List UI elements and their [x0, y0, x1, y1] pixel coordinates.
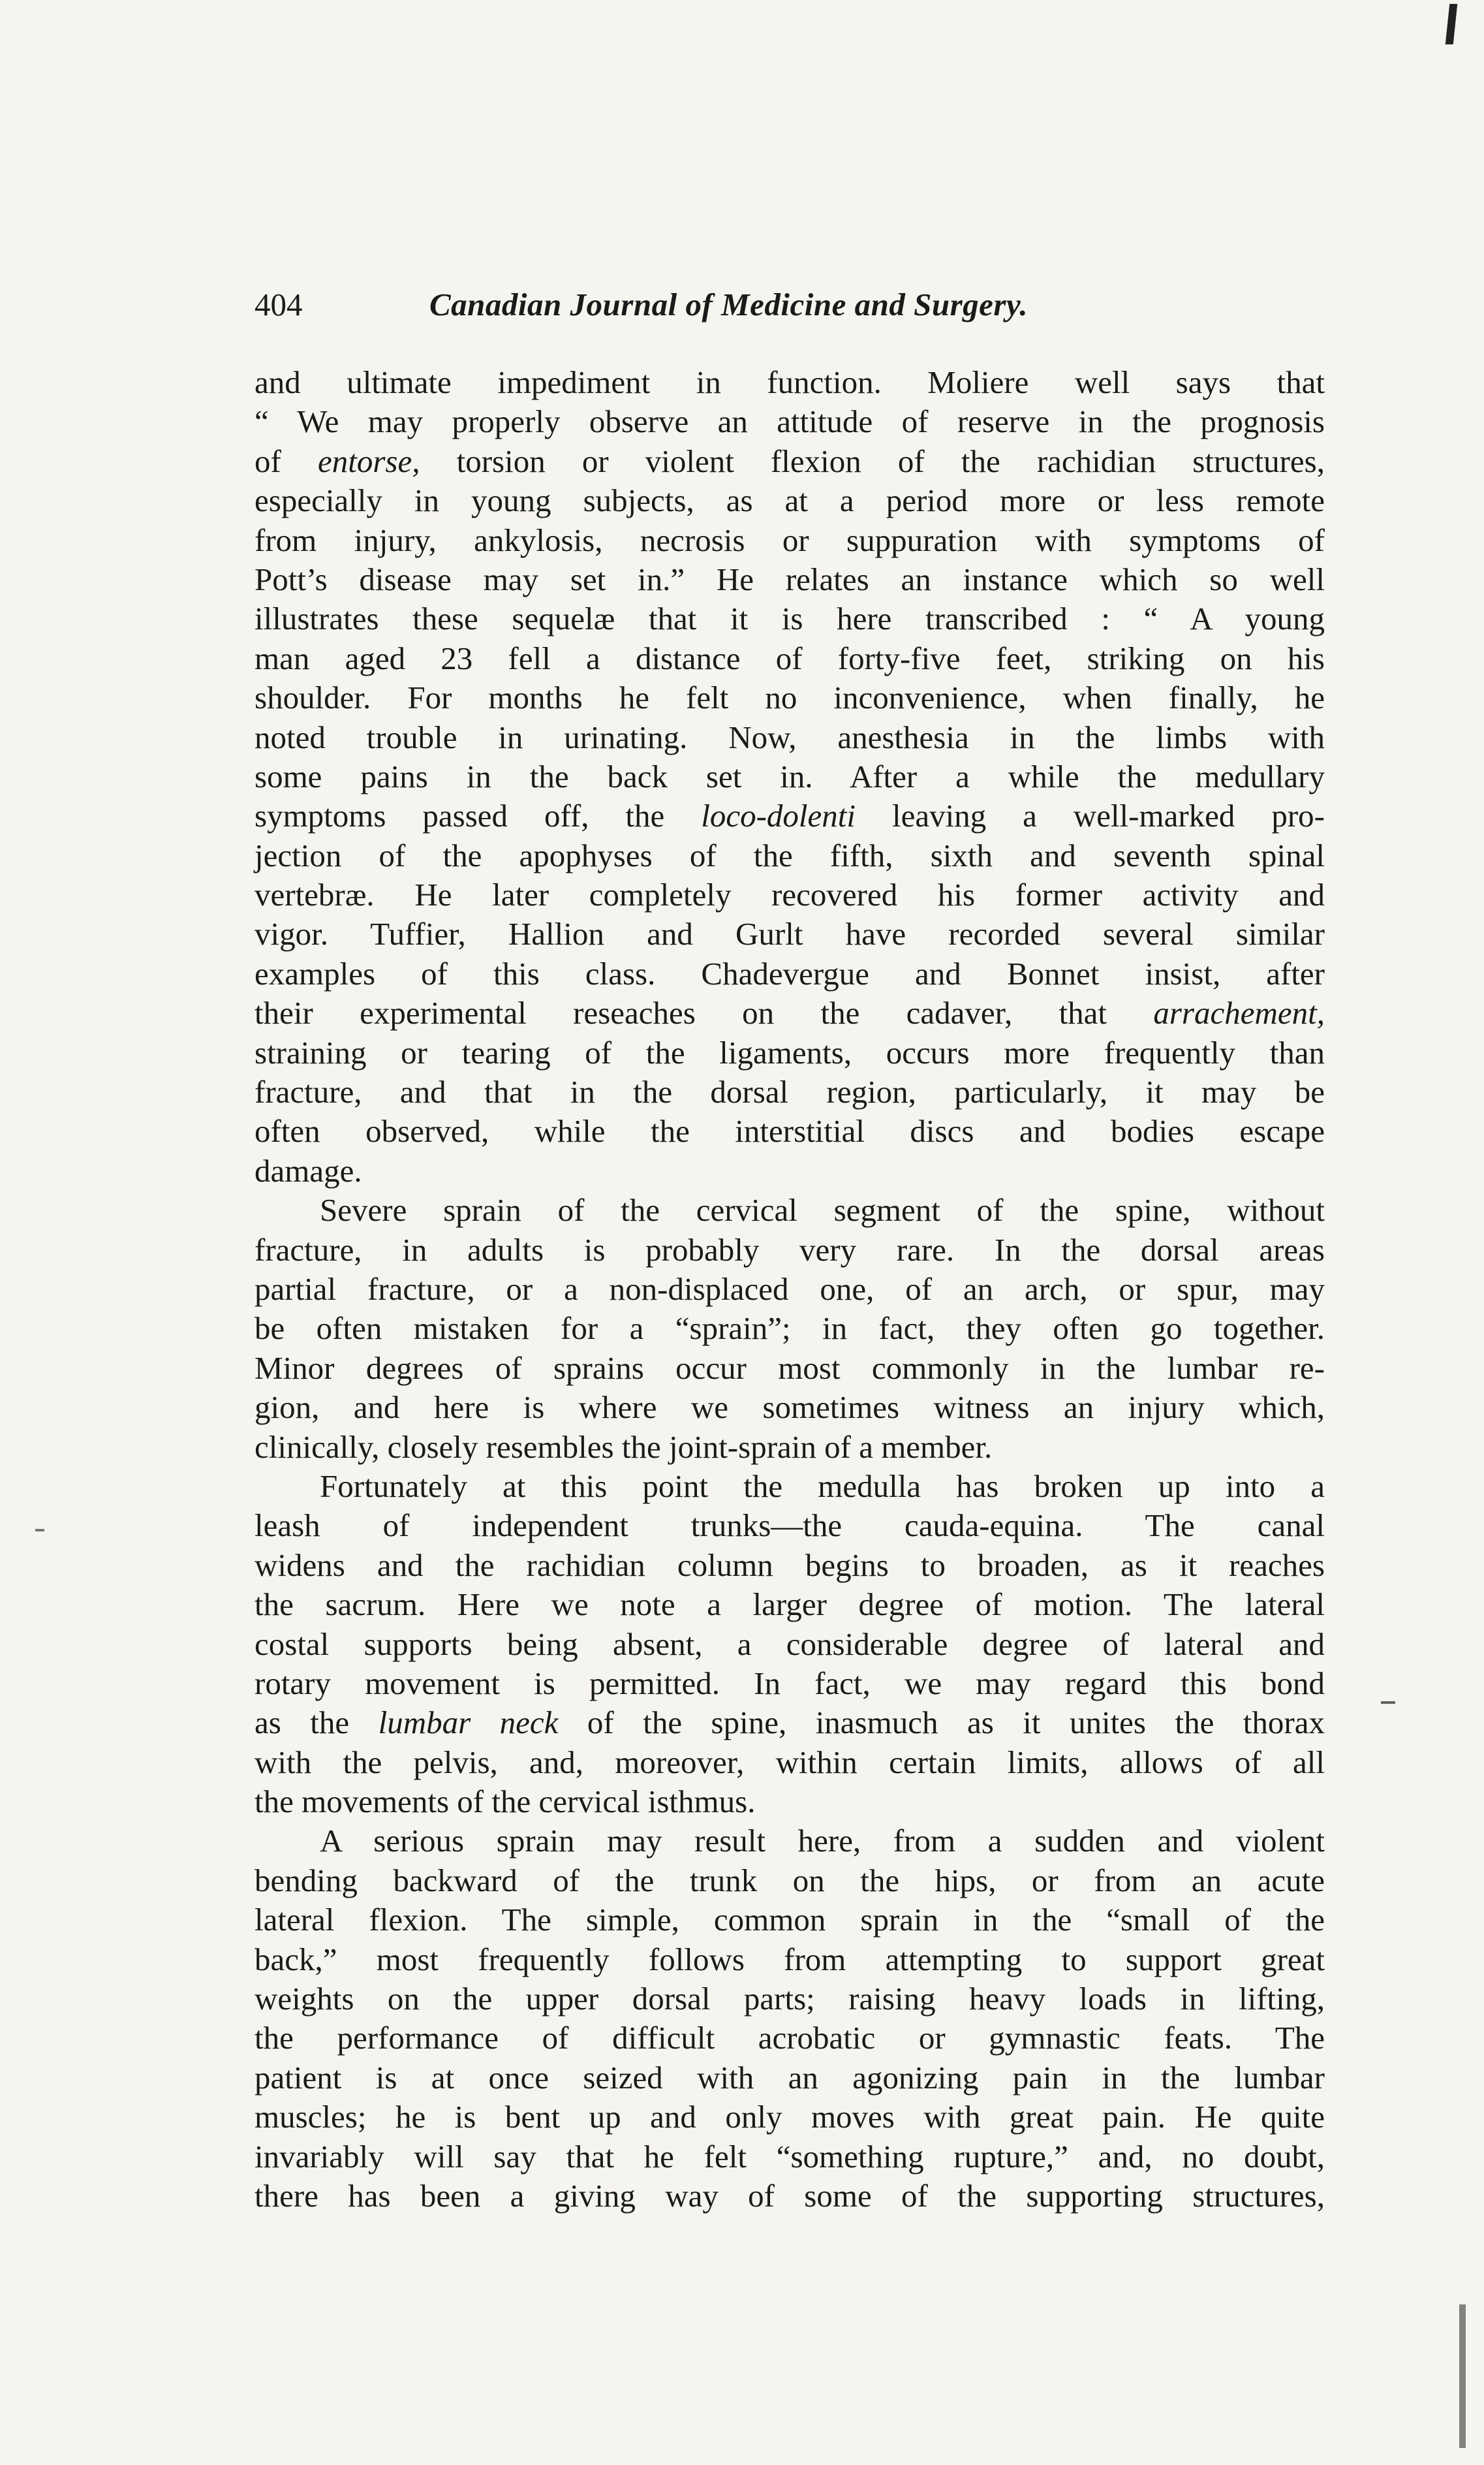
text-line: widens and the rachidian column begins to broaden, as it reaches — [255, 1547, 1325, 1583]
text-line: leash of independent trunks—the cauda-equina. The canal — [255, 1507, 1325, 1544]
text-line: partial fracture, or a non-displaced one, of an arch, or spur, may — [255, 1270, 1325, 1307]
text-line: noted trouble in urinating. Now, anesthesia in the limbs with — [255, 719, 1325, 755]
text-line: with the pelvis, and, moreover, within certain limits, allows of all — [255, 1744, 1325, 1780]
text-line: bending backward of the trunk on the hips, or from an acute — [255, 1862, 1325, 1898]
text-line: of entorse, torsion or violent flexion of the rachidian structures, — [255, 443, 1325, 479]
paragraph-1 — [255, 363, 1325, 1191]
page-number: 404 — [255, 287, 303, 322]
text-line: Pott’s disease may set in.” He relates an instance which so well — [255, 561, 1325, 597]
text-line: straining or tearing of the ligaments, occurs more frequently than — [255, 1034, 1325, 1071]
text-line: the sacrum. Here we note a larger degree of motion. The lateral — [255, 1586, 1325, 1623]
article-body — [255, 363, 1325, 2216]
text-line: there has been a giving way of some of the supporting structures, — [255, 2177, 1325, 2214]
text-line: fracture, in adults is probably very rare. In the dorsal areas — [255, 1231, 1325, 1268]
text-line: Minor degrees of sprains occur most commonly in the lumbar re- — [255, 1349, 1325, 1386]
text-line: from injury, ankylosis, necrosis or suppuration with symptoms of — [255, 522, 1325, 558]
scan-mark-bottom-right — [1459, 2304, 1466, 2448]
text-line: their experimental reseaches on the cadaver, that arrachement, — [255, 995, 1325, 1031]
text-line: weights on the upper dorsal parts; raising heavy loads in lifting, — [255, 1981, 1325, 2017]
paragraph-3 — [255, 1467, 1325, 1822]
text-line: jection of the apophyses of the fifth, sixth and seventh spinal — [255, 837, 1325, 873]
scan-mark-top-right — [1445, 4, 1458, 44]
text-line: fracture, and that in the dorsal region, particularly, it may be — [255, 1074, 1325, 1110]
italic-term: entorse, — [317, 443, 420, 479]
text-line: man aged 23 fell a distance of forty-five feet, striking on his — [255, 640, 1325, 676]
text-line: examples of this class. Chadevergue and Bonnet insist, after — [255, 955, 1325, 992]
text-line: Fortunately at this point the medulla has broken up into a — [320, 1468, 1325, 1504]
text-line: gion, and here is where we sometimes witness an injury which, — [255, 1389, 1325, 1426]
text-line: patient is at once seized with an agonizing pain in the lumbar — [255, 2059, 1325, 2096]
text-line: some pains in the back set in. After a while the medullary — [255, 758, 1325, 794]
text-line: be often mistaken for a “sprain”; in fact, they often go together. — [255, 1310, 1325, 1347]
text-line: “ We may properly observe an attitude of reserve in the prognosis — [255, 403, 1325, 440]
text-line: and ultimate impediment in function. Moliere well says that — [255, 364, 1325, 400]
italic-term: arrachement, — [1153, 995, 1325, 1031]
text-line: costal supports being absent, a considerable degree of lateral and — [255, 1625, 1325, 1662]
scan-mark-left-dash — [35, 1529, 44, 1531]
scan-mark-right-dash — [1381, 1701, 1395, 1704]
text-line: muscles; he is bent up and only moves with great pain. He quite — [255, 2099, 1325, 2135]
text-line: back,” most frequently follows from attempting to support great — [255, 1941, 1325, 1977]
text-line: illustrates these sequelæ that it is here transcribed : “ A young — [255, 601, 1325, 637]
text-line: A serious sprain may result here, from a sudden and violent — [320, 1823, 1325, 1859]
text-line: lateral flexion. The simple, common sprain in the “small of the — [255, 1902, 1325, 1938]
italic-term: loco-dolenti — [701, 798, 856, 834]
text-line: as the lumbar neck of the spine, inasmuch as it unites the thorax — [255, 1704, 1325, 1741]
text-line: damage. — [255, 1152, 362, 1189]
text-line: Severe sprain of the cervical segment of the spine, without — [320, 1192, 1325, 1229]
text-line: especially in young subjects, as at a period more or less remote — [255, 482, 1325, 519]
italic-term: lumbar neck — [378, 1704, 559, 1741]
text-line: shoulder. For months he felt no inconvenience, when finally, he — [255, 680, 1325, 716]
text-line: invariably will say that he felt “something rupture,” and, no doubt, — [255, 2138, 1325, 2175]
text-line: clinically, closely resembles the joint-sprain of a member. — [255, 1428, 993, 1465]
journal-title: Canadian Journal of Medicine and Surgery. — [429, 287, 1028, 322]
text-line: often observed, while the interstitial discs and bodies escape — [255, 1113, 1325, 1150]
running-head — [255, 282, 1188, 328]
text-line: vertebræ. He later completely recovered his former activity and — [255, 877, 1325, 913]
paragraph-2 — [255, 1191, 1325, 1467]
text-line: rotary movement is permitted. In fact, we may regard this bond — [255, 1665, 1325, 1701]
paragraph-4 — [255, 1821, 1325, 2216]
text-line: symptoms passed off, the loco-dolenti leaving a well-marked pro- — [255, 798, 1325, 834]
text-line: the performance of difficult acrobatic or gymnastic feats. The — [255, 2020, 1325, 2056]
text-line: the movements of the cervical isthmus. — [255, 1783, 756, 1820]
text-line: vigor. Tuffier, Hallion and Gurlt have recorded several similar — [255, 916, 1325, 952]
